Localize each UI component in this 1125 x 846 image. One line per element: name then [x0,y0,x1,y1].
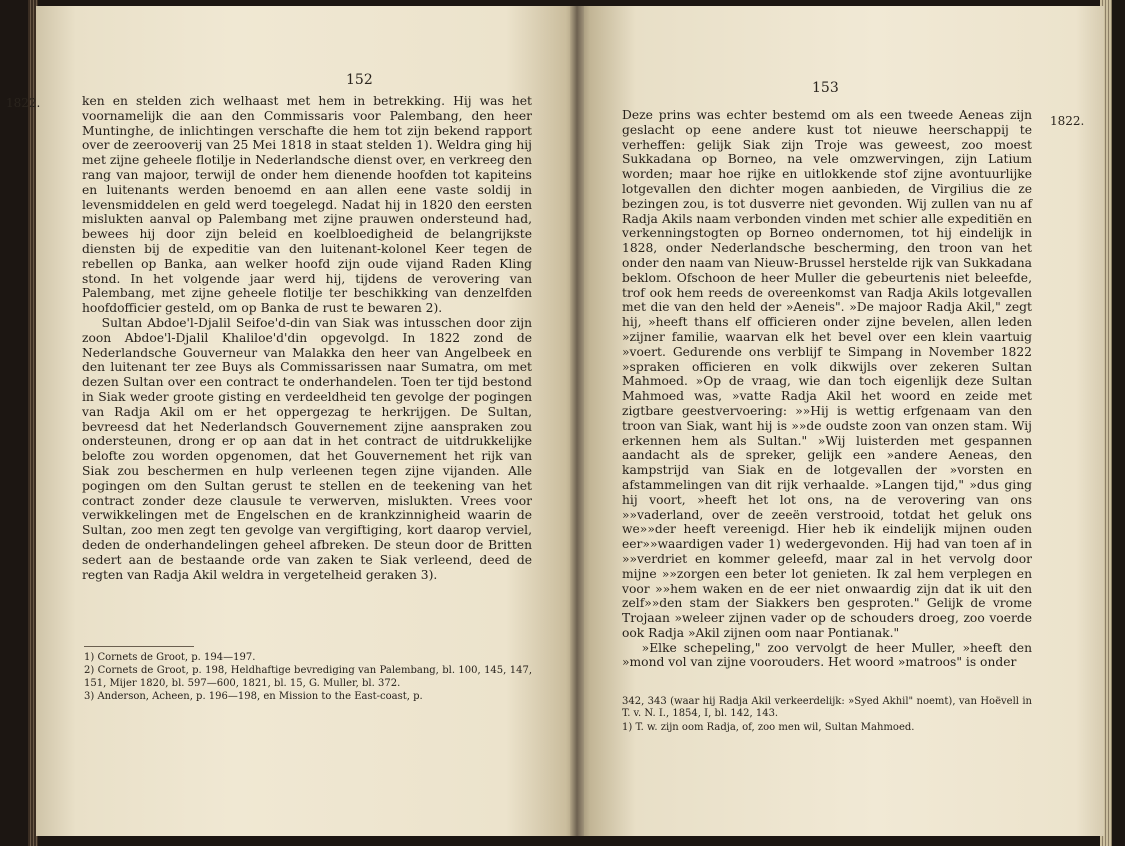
paragraph: »Elke schepeling," zoo vervolgt de heer Muller, »heeft den »mond vol van zijne voorouders. Het woord »matroos" is onder [622,640,1032,670]
right-footnotes [622,696,1032,735]
footnote: 3) Anderson, Acheen, p. 196—198, en Mission to the East-coast, p. [84,690,423,702]
footnote-rule [84,646,194,647]
left-footnotes [84,652,532,704]
paragraph: Deze prins was echter bestemd om als een tweede Aeneas zijn geslacht op eene andere kust tot nieuwe heerschappij te verheffen: gelijk Siak zijn Troje was geweest, zoo moest Sukkadana op Borneo, na vele omzwervingen, zijn Latium worden; maar hoe rijke en uitlokkende stof zijne avontuurlijke lotgevallen den dichter mogen aanbieden, de Virgilius die ze bezingen zou, is tot dusverre niet gevonden. Wij zullen van nu af Radja Akils naam verbonden vinden met schier alle expeditiën en verkenningstogten op Borneo ondernomen, tot hij eindelijk in 1828, onder Nederlandsche bescherming, den troon van het onder den naam van Nieuw-Brussel herstelde rijk van Sukkadana beklom. Ofschoon de heer Muller die gebeurtenis niet beleefde, trof ook hem reeds de overeenkomst van Radja Akils lotgevallen met die van den held der »Aeneis". »De majoor Radja Akil," zegt hij, »heeft thans elf officieren onder zijne bevelen, allen leden »zijner familie, waarvan elk het bevel over een klein vaartuig »voert. Gedurende ons verblijf te Simpang in November 1822 »spraken officieren en volk dikwijls over zekeren Sultan Mahmoed. »Op de vraag, wie dan toch eigenlijk deze Sultan Mahmoed was, »vatte Radja Akil het woord en zeide met zigtbare geestvervoering: »»Hij is wettig erfgenaam van den troon van Siak, want hij is »»de oudste zoon van onzen stam. Wij erkennen hem als Sultan." »Wij luisterden met gespannen aandacht als de spreker, gelijk een »andere Aeneas, den kampstrijd van Siak en de lotgevallen der »vorsten en afstammelingen van dit rijk verhaalde. »Langen tijd," »dus ging hij voort, »heeft het lot ons, na de verovering van ons »»vaderland, over de zeeën verstrooid, totdat het geluk ons we»»der heeft vereenigd. Hier heb ik eindelijk mijnen ouden eer»»waardigen vader 1) wedergevonden. Hij had van toen af in »»verdriet en kommer geleefd, maar zal in het vervolg door mijne »»zorgen een beter lot genieten. Ik zal hem verplegen en voor »»hem waken en de eer niet onwaardig zijn dat ik uit den zelf»»den stam der Siakkers ben gesproten." Gelijk de vrome Trojaan »weleer zijnen vader op de schouders droeg, zoo voerde ook Radja »Akil zijnen oom naar Pontianak." [622,108,1032,640]
left-page [6,6,576,836]
page-number: 152 [346,72,373,88]
margin-year: 1822. [1050,114,1085,128]
left-body-text [82,94,532,582]
footnote: 1) T. w. zijn oom Radja, of, zoo men wil, Sultan Mahmoed. [622,721,915,733]
right-body-text [622,108,1032,670]
footnote: 2) Cornets de Groot, p. 198, Heldhaftige bevrediging van Palembang, bl. 100, 145, 147, 151, Mijer 1820, bl. 597—600, 1821, bl. 15, G. Muller, bl. 372. [84,665,532,689]
paragraph: ken en stelden zich welhaast met hem in betrekking. Hij was het voornamelijk die aan den Commissaris voor Palembang, den heer Muntinghe, de inlichtingen verschafte die hem tot zijn bekend rapport over de zeerooverij van 25 Mei 1818 in staat stelden 1). Weldra ging hij met zijne geheele flotilje in Nederlandsche dienst over, en verkreeg den rang van majoor, terwijl de onder hem dienende hoofden tot kapiteins en luitenants werden benoemd en aan allen eene vaste soldij in levensmiddelen en geld werd toegelegd. Nadat hij in 1820 den eersten mislukten aanval op Palembang met zijne prauwen ondersteund had, bewees hij door zijn beleid en koelbloedigheid de belangrijkste diensten bij de expeditie van den luitenant-kolonel Keer tegen de rebellen op Banka, aan welker hoofd zijn oude vijand Raden Kling stond. In het volgende jaar werd hij, tijdens de verovering van Palembang, met zijne geheele flotilje ter beschikking van denzelfden hoofdofficier gesteld, om op Banka de rust te bewaren 2). [82,94,532,316]
right-page [576,6,1104,836]
footnote: 342, 343 (waar hij Radja Akil verkeerdelijk: »Syed Akhil" noemt), van Hoëvell in T. v. N. I., 1854, I, bl. 142, 143. [622,696,1032,720]
page-number: 153 [812,80,839,96]
paragraph: Sultan Abdoe'l-Djalil Seifoe'd-din van Siak was intusschen door zijn zoon Abdoe'l-Djalil Khaliloe'd'din opgevolgd. In 1822 zond de Nederlandsche Gouverneur van Malakka den heer van Angelbeek en den luitenant ter zee Buys als Commissarissen naar Sumatra, om met dezen Sultan over een contract te onderhandelen. Toen ter tijd bestond in Siak weder groote gisting en verdeeldheid ten gevolge der pogingen van Radja Akil om er het oppergezag te herkrijgen. De Sultan, bevreesd dat het Nederlandsch Gouvernement zijne aanspraken zou ondersteunen, drong er op aan dat in het contract de uitdrukkelijke belofte zou worden opgenomen, dat het Gouvernement het rijk van Siak zou beschermen en hulp verleenen tegen zijne vijanden. Alle pogingen om den Sultan gerust te stellen en de teekening van het contract zonder deze clausule te verwerven, mislukten. Vrees voor verwikkelingen met de Engelschen en de krankzinnigheid waarin de Sultan, zoo men zegt ten gevolge van vergiftiging, kort daarop verviel, deden de onderhandelingen geheel afbreken. De steun door de Britten sedert aan de bestaande orde van zaken te Siak verleend, deed de regten van Radja Akil weldra in vergetelheid geraken 3). [82,315,532,582]
book-gutter [570,6,584,836]
footnote: 1) Cornets de Groot, p. 194—197. [84,652,256,663]
margin-year: 1822. [6,96,41,110]
